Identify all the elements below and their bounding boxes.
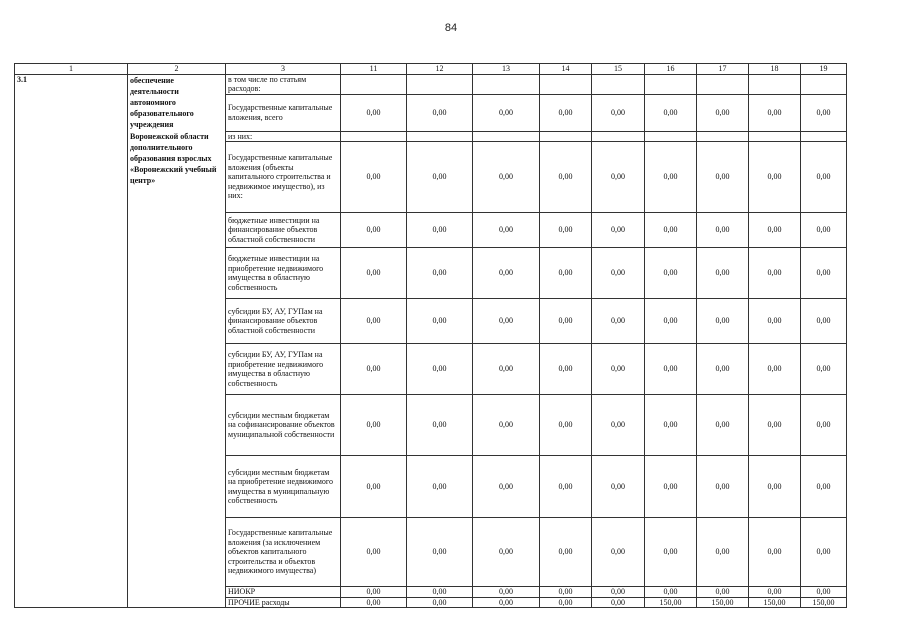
amount-cell: 0,00 [801,299,847,344]
amount-cell: 0,00 [407,299,473,344]
amount-cell: 0,00 [341,213,407,248]
column-number-header: 1 [15,64,128,75]
amount-cell: 0,00 [540,299,592,344]
amount-cell: 0,00 [697,587,749,598]
amount-cell [645,74,697,94]
amount-cell: 0,00 [645,142,697,213]
amount-cell: 0,00 [697,344,749,395]
amount-cell: 0,00 [749,456,801,518]
amount-cell: 150,00 [801,597,847,608]
expense-item-label: ПРОЧИЕ расходы [226,597,341,608]
amount-cell [473,74,540,94]
amount-cell: 0,00 [645,213,697,248]
amount-cell: 0,00 [592,587,645,598]
amount-cell: 0,00 [645,395,697,456]
amount-cell: 0,00 [341,587,407,598]
column-number-header: 19 [801,64,847,75]
amount-cell: 0,00 [801,213,847,248]
amount-cell: 0,00 [592,597,645,608]
expense-item-label: НИОКР [226,587,341,598]
amount-cell: 0,00 [592,213,645,248]
amount-cell: 0,00 [407,597,473,608]
amount-cell: 0,00 [341,456,407,518]
amount-cell [749,131,801,142]
amount-cell: 0,00 [540,456,592,518]
amount-cell: 0,00 [592,94,645,131]
amount-cell: 0,00 [540,213,592,248]
expense-item-label: Государственные капитальные вложения (объекты капитального строительства и недвижимое имущество), из них: [226,142,341,213]
table-row [15,74,847,94]
item-code: 3.1 [15,74,128,608]
amount-cell: 0,00 [697,248,749,299]
amount-cell: 0,00 [645,94,697,131]
amount-cell: 0,00 [749,518,801,587]
column-number-header: 12 [407,64,473,75]
amount-cell: 0,00 [749,94,801,131]
amount-cell: 0,00 [540,248,592,299]
amount-cell: 0,00 [801,395,847,456]
amount-cell: 0,00 [801,518,847,587]
amount-cell: 0,00 [697,518,749,587]
amount-cell: 0,00 [801,456,847,518]
amount-cell: 0,00 [540,597,592,608]
expense-item-label: Государственные капитальные вложения (за исключением объектов капитального строительства и объектов недвижимого имущества) [226,518,341,587]
amount-cell: 0,00 [801,142,847,213]
amount-cell: 0,00 [407,94,473,131]
amount-cell [801,74,847,94]
amount-cell: 0,00 [592,299,645,344]
expense-item-label: субсидии БУ, АУ, ГУПам на приобретение недвижимого имущества в областную собственность [226,344,341,395]
amount-cell: 150,00 [749,597,801,608]
amount-cell: 0,00 [473,587,540,598]
amount-cell: 0,00 [749,395,801,456]
amount-cell: 0,00 [592,142,645,213]
amount-cell: 0,00 [540,94,592,131]
amount-cell: 0,00 [473,248,540,299]
column-number-header: 11 [341,64,407,75]
amount-cell [341,74,407,94]
amount-cell: 0,00 [473,94,540,131]
amount-cell: 0,00 [801,94,847,131]
column-number-header: 13 [473,64,540,75]
amount-cell [473,131,540,142]
amount-cell: 0,00 [473,213,540,248]
amount-cell: 0,00 [473,395,540,456]
amount-cell [697,131,749,142]
amount-cell: 0,00 [801,344,847,395]
amount-cell: 0,00 [645,587,697,598]
amount-cell: 0,00 [801,248,847,299]
amount-cell: 0,00 [407,518,473,587]
amount-cell: 0,00 [645,248,697,299]
amount-cell: 150,00 [645,597,697,608]
amount-cell: 0,00 [645,456,697,518]
amount-cell: 0,00 [540,142,592,213]
amount-cell: 0,00 [473,518,540,587]
page-number: 84 [444,22,458,34]
amount-cell [407,131,473,142]
amount-cell [592,74,645,94]
amount-cell: 0,00 [749,142,801,213]
amount-cell: 0,00 [749,248,801,299]
amount-cell: 150,00 [697,597,749,608]
column-number-header: 18 [749,64,801,75]
amount-cell: 0,00 [645,299,697,344]
amount-cell: 0,00 [801,587,847,598]
amount-cell [341,131,407,142]
amount-cell: 0,00 [341,395,407,456]
amount-cell [645,131,697,142]
expense-item-label: бюджетные инвестиции на финансирование объектов областной собственности [226,213,341,248]
amount-cell [407,74,473,94]
amount-cell [540,74,592,94]
amount-cell: 0,00 [697,299,749,344]
amount-cell: 0,00 [697,213,749,248]
amount-cell: 0,00 [473,344,540,395]
column-number-header: 17 [697,64,749,75]
amount-cell: 0,00 [697,142,749,213]
amount-cell: 0,00 [473,299,540,344]
amount-cell: 0,00 [749,344,801,395]
amount-cell [801,131,847,142]
column-number-header: 16 [645,64,697,75]
amount-cell [592,131,645,142]
expense-item-label: субсидии БУ, АУ, ГУПам на финансирование объектов областной собственности [226,299,341,344]
expense-item-label: субсидии местным бюджетам на софинансирование объектов муниципальной собственности [226,395,341,456]
amount-cell: 0,00 [697,456,749,518]
amount-cell: 0,00 [407,248,473,299]
amount-cell: 0,00 [341,299,407,344]
amount-cell [749,74,801,94]
amount-cell: 0,00 [749,299,801,344]
amount-cell: 0,00 [540,395,592,456]
amount-cell: 0,00 [592,456,645,518]
column-header-row [15,64,847,75]
amount-cell: 0,00 [473,142,540,213]
amount-cell: 0,00 [697,94,749,131]
amount-cell: 0,00 [341,597,407,608]
expense-item-label: бюджетные инвестиции на приобретение недвижимого имущества в областную собственность [226,248,341,299]
amount-cell: 0,00 [473,456,540,518]
amount-cell: 0,00 [407,142,473,213]
amount-cell: 0,00 [341,518,407,587]
amount-cell: 0,00 [407,587,473,598]
amount-cell: 0,00 [407,213,473,248]
amount-cell: 0,00 [697,395,749,456]
amount-cell: 0,00 [473,597,540,608]
amount-cell: 0,00 [407,395,473,456]
amount-cell: 0,00 [341,94,407,131]
amount-cell: 0,00 [540,587,592,598]
amount-cell: 0,00 [592,344,645,395]
amount-cell: 0,00 [592,248,645,299]
amount-cell: 0,00 [407,456,473,518]
column-number-header: 15 [592,64,645,75]
expense-item-label: из них: [226,131,341,142]
amount-cell: 0,00 [592,395,645,456]
amount-cell: 0,00 [592,518,645,587]
amount-cell: 0,00 [645,344,697,395]
amount-cell [540,131,592,142]
program-name: обеспечение деятельности автономного образовательного учреждения Воронежской области дополнительного образования взрослых «Воронежский учебный центр» [128,74,226,608]
expense-item-label: Государственные капитальные вложения, всего [226,94,341,131]
expense-item-label: субсидии местным бюджетам на приобретение недвижимого имущества в муниципальную собственность [226,456,341,518]
amount-cell: 0,00 [540,344,592,395]
amount-cell: 0,00 [407,344,473,395]
amount-cell: 0,00 [540,518,592,587]
amount-cell: 0,00 [341,248,407,299]
column-number-header: 2 [128,64,226,75]
amount-cell: 0,00 [749,587,801,598]
column-number-header: 3 [226,64,341,75]
amount-cell: 0,00 [749,213,801,248]
amount-cell [697,74,749,94]
amount-cell: 0,00 [341,142,407,213]
amount-cell: 0,00 [341,344,407,395]
column-number-header: 14 [540,64,592,75]
budget-table [14,63,847,608]
expense-item-label: в том числе по статьям расходов: [226,74,341,94]
amount-cell: 0,00 [645,518,697,587]
